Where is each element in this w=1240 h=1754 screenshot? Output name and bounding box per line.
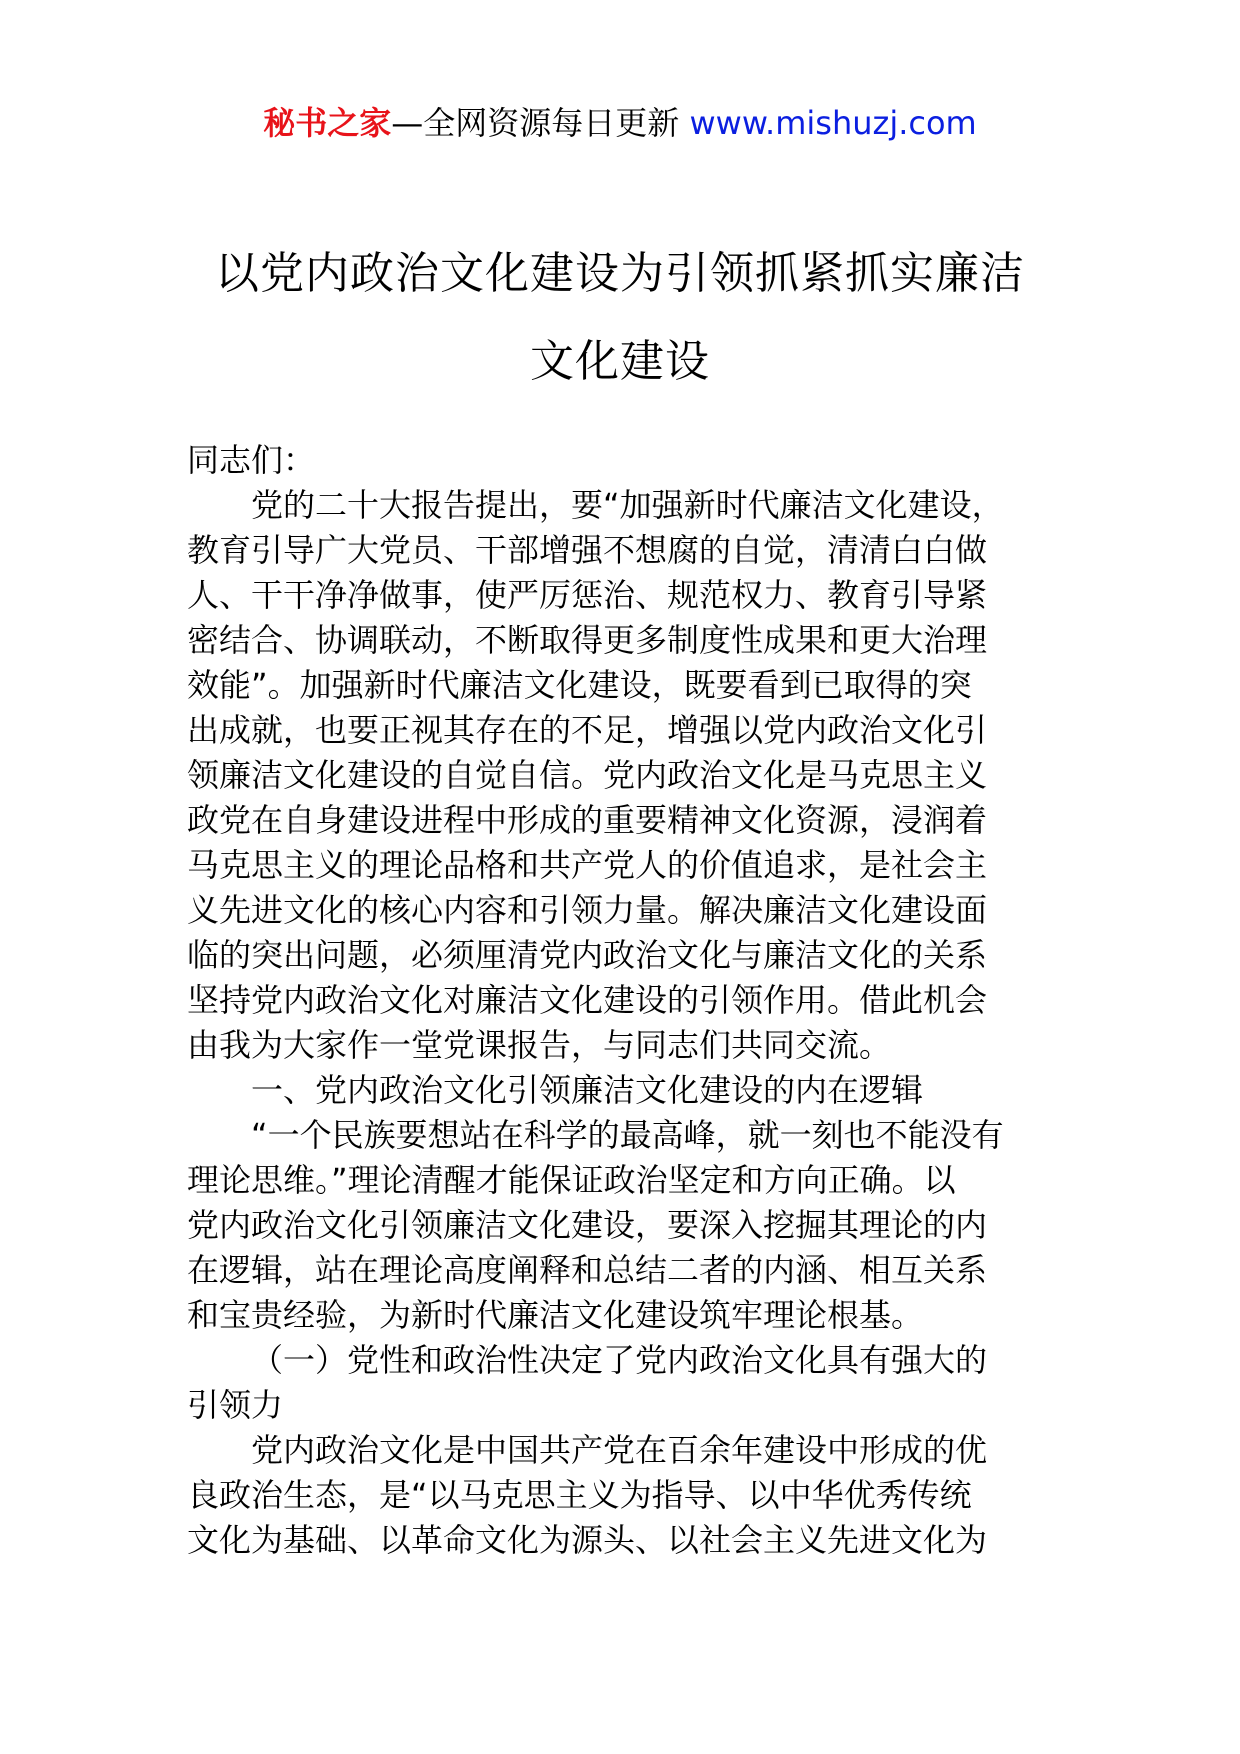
paragraph-line: 在逻辑，站在理论高度阐释和总结二者的内涵、相互关系	[187, 1251, 988, 1289]
heading-line: 引领力	[187, 1386, 284, 1424]
body-paragraph	[187, 483, 1067, 1068]
paragraph-line: 良政治生态，是“以马克思主义为指导、以中华优秀传统	[187, 1476, 972, 1514]
paragraph-line: 政党在自身建设进程中形成的重要精神文化资源，浸润着	[187, 801, 988, 839]
paragraph-line: 效能”。加强新时代廉洁文化建设，既要看到已取得的突	[187, 666, 972, 704]
body-paragraph	[187, 1113, 1067, 1338]
paragraph-line: 马克思主义的理论品格和共产党人的价值追求，是社会主	[187, 846, 988, 884]
paragraph-line: 坚持党内政治文化对廉洁文化建设的引领作用。借此机会	[187, 981, 988, 1019]
paragraph-line: 党内政治文化是中国共产党在百余年建设中形成的优	[251, 1431, 988, 1469]
paragraph-line: 理论思维。”理论清醒才能保证政治坚定和方向正确。以	[187, 1161, 956, 1199]
paragraph-line: 党的二十大报告提出，要“加强新时代廉洁文化建设，	[251, 486, 1004, 524]
paragraph-line: 人、干干净净做事，使严厉惩治、规范权力、教育引导紧	[187, 576, 988, 614]
paragraph-line: 义先进文化的核心内容和引领力量。解决廉洁文化建设面	[187, 891, 988, 929]
paragraph-line: 领廉洁文化建设的自觉自信。党内政治文化是马克思主义	[187, 756, 988, 794]
paragraph-line: 密结合、协调联动，不断取得更多制度性成果和更大治理	[187, 621, 988, 659]
site-url[interactable]: www.mishuzj.com	[689, 104, 977, 142]
document-title	[150, 230, 1090, 406]
paragraph-line: 临的突出问题，必须厘清党内政治文化与廉洁文化的关系	[187, 936, 988, 974]
body-paragraph	[187, 1428, 1067, 1563]
heading-line: （一）党性和政治性决定了党内政治文化具有强大的	[251, 1341, 988, 1379]
paragraph-line: 出成就，也要正视其存在的不足，增强以党内政治文化引	[187, 711, 988, 749]
site-header	[0, 100, 1240, 146]
section-heading	[187, 1068, 1067, 1113]
paragraph-line: 由我为大家作一堂党课报告，与同志们共同交流。	[187, 1026, 892, 1064]
subsection-heading	[187, 1338, 1067, 1428]
site-tagline: —全网资源每日更新	[391, 104, 680, 142]
paragraph-line: 和宝贵经验，为新时代廉洁文化建设筑牢理论根基。	[187, 1296, 924, 1334]
title-line: 以党内政治文化建设为引领抓紧抓实廉洁	[215, 248, 1025, 299]
paragraph-line: 文化为基础、以革命文化为源头、以社会主义先进文化为	[187, 1521, 988, 1559]
paragraph-line: 党内政治文化引领廉洁文化建设，要深入挖掘其理论的内	[187, 1206, 988, 1244]
site-brand: 秘书之家	[263, 104, 392, 142]
salutation: 同志们：	[187, 441, 316, 479]
paragraph-line: 教育引导广大党员、干部增强不想腐的自觉，清清白白做	[187, 531, 988, 569]
paragraph-line: “一个民族要想站在科学的最高峰，就一刻也不能没有	[251, 1116, 1004, 1154]
title-line: 文化建设	[530, 336, 710, 387]
heading-line: 一、党内政治文化引领廉洁文化建设的内在逻辑	[251, 1071, 924, 1109]
document-body	[187, 438, 1067, 1563]
